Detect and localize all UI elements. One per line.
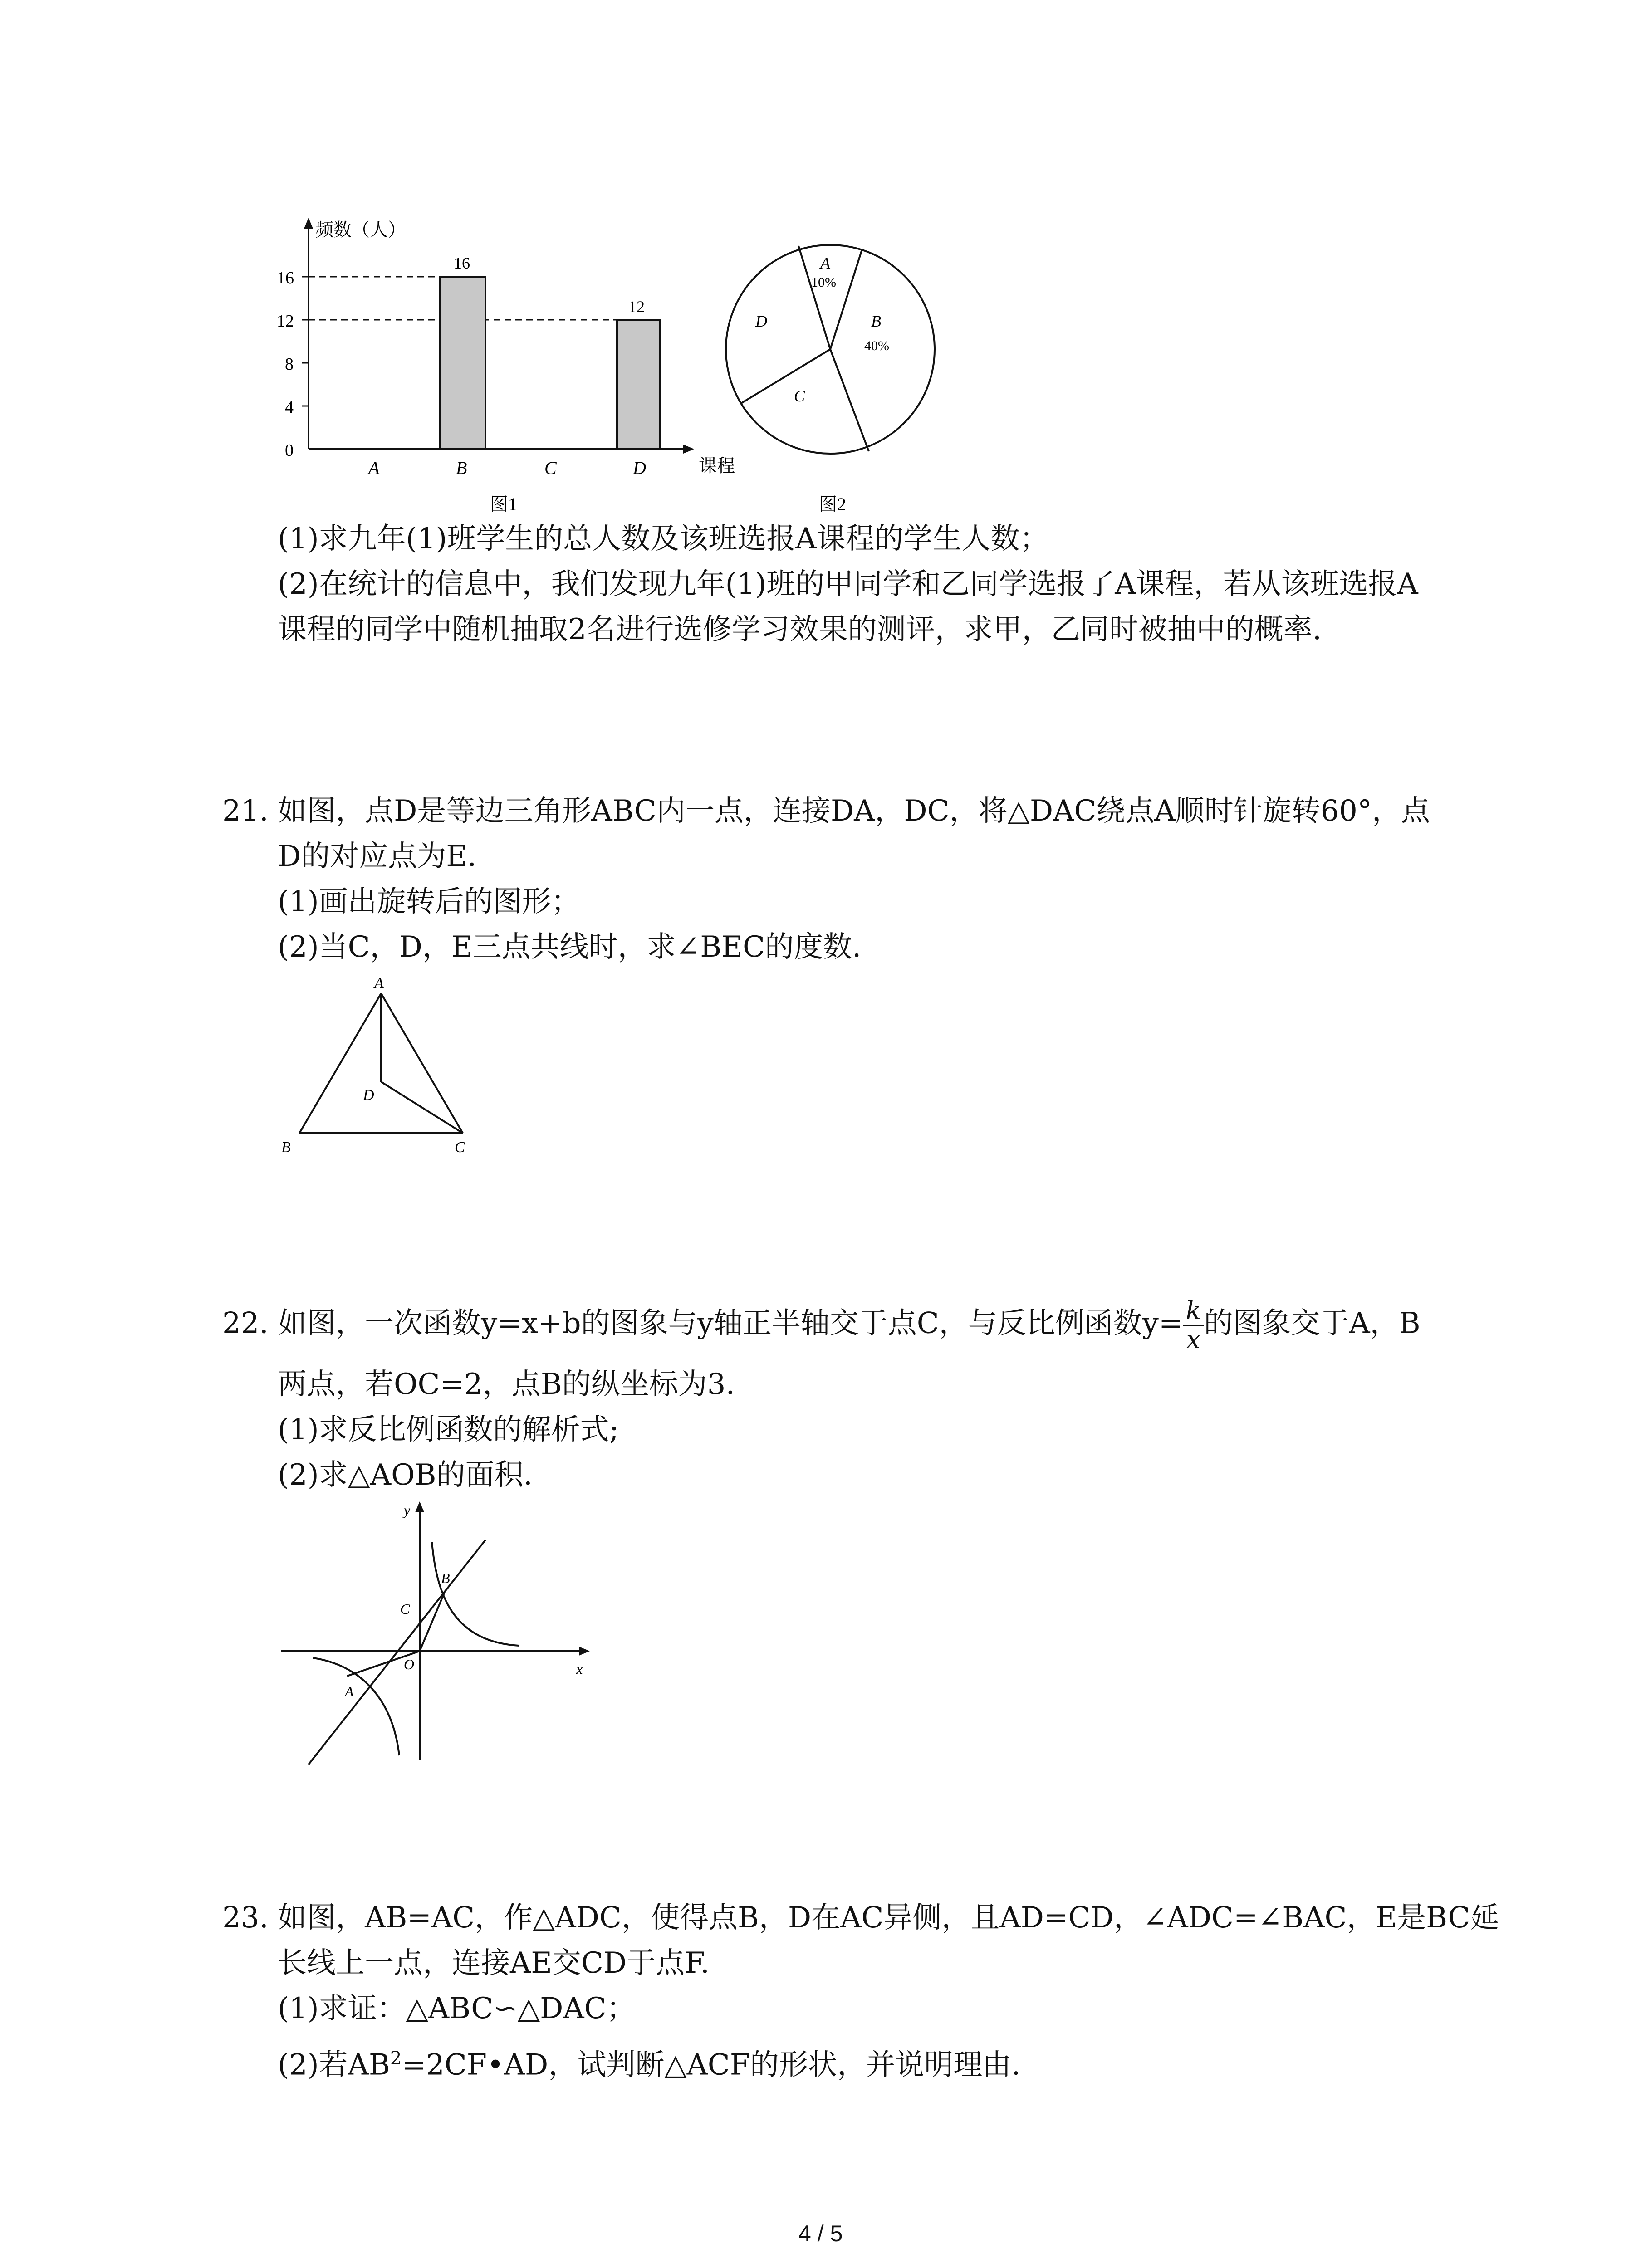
q21-line3: (1)画出旋转后的图形； bbox=[278, 885, 580, 919]
x-tick-C: C bbox=[544, 458, 557, 478]
q20-part1: (1)求九年(1)班学生的总人数及该班选报A课程的学生人数； bbox=[278, 522, 1049, 556]
fraction-denominator: x bbox=[1186, 1325, 1201, 1354]
label-B: B bbox=[441, 1570, 450, 1586]
y-tick-12: 12 bbox=[277, 312, 294, 331]
q22-line1-post: 的图象交于A，B bbox=[1204, 1306, 1421, 1340]
y-tick-4: 4 bbox=[285, 398, 294, 417]
segment-OB bbox=[420, 1592, 445, 1651]
y-axis-label: 频数（人） bbox=[315, 220, 406, 240]
pie-label-D: D bbox=[755, 312, 767, 330]
hyperbola-branch-q1 bbox=[432, 1542, 519, 1646]
q23-line4 bbox=[278, 2040, 1021, 2083]
x-axis-label: 课程 bbox=[699, 455, 735, 476]
y-tick-0: 0 bbox=[285, 441, 294, 460]
pie-chart bbox=[717, 236, 944, 517]
label-A: A bbox=[345, 1683, 354, 1700]
label-C: C bbox=[400, 1601, 410, 1617]
pie-label-A-pct: 10% bbox=[811, 275, 836, 290]
superscript-2: 2 bbox=[390, 2048, 402, 2069]
bar-D-value: 12 bbox=[628, 298, 645, 316]
y-axis-arrow bbox=[415, 1501, 424, 1512]
label-B: B bbox=[281, 1139, 291, 1156]
pie-label-C: C bbox=[794, 387, 805, 405]
bar-B bbox=[440, 277, 485, 449]
q20-part2-line1: (2)在统计的信息中，我们发现九年(1)班的甲同学和乙同学选报了A课程，若从该班选报A bbox=[278, 567, 1418, 601]
bar-D bbox=[617, 320, 660, 449]
y-tick-16: 16 bbox=[277, 269, 294, 288]
x-axis-arrow bbox=[683, 445, 694, 454]
label-D: D bbox=[363, 1087, 374, 1104]
q20-part2-line2: 课程的同学中随机抽取2名进行选修学习效果的测评，求甲，乙同时被抽中的概率. bbox=[278, 613, 1322, 646]
pie-label-B-pct: 40% bbox=[864, 338, 889, 353]
q22-line3: (1)求反比例函数的解析式; bbox=[278, 1413, 619, 1447]
page-number: 4 / 5 bbox=[798, 2221, 843, 2246]
edge-AC bbox=[381, 993, 463, 1133]
fraction-k-over-x bbox=[1183, 1297, 1204, 1354]
q21-line2: D的对应点为E. bbox=[278, 840, 477, 873]
edge-AB bbox=[299, 993, 381, 1133]
pie-label-A: A bbox=[820, 254, 830, 272]
linear-function-line bbox=[309, 1540, 485, 1765]
bar-B-value: 16 bbox=[454, 254, 470, 272]
x-tick-A: A bbox=[368, 458, 380, 478]
q23-line3: (1)求证：△ABC∽△DAC； bbox=[278, 1992, 636, 2025]
q21-triangle-figure bbox=[272, 971, 508, 1161]
pie-label-B: B bbox=[871, 312, 881, 330]
q21-line4: (2)当C，D，E三点共线时，求∠BEC的度数. bbox=[278, 930, 862, 964]
bar-chart-caption: 图1 bbox=[490, 494, 517, 514]
label-C: C bbox=[455, 1139, 465, 1156]
q22-line2: 两点，若OC=2，点B的纵坐标为3. bbox=[278, 1368, 735, 1401]
q22-line1 bbox=[222, 1297, 1421, 1354]
q22-line1-pre: 22. 如图，一次函数y=x+b的图象与y轴正半轴交于点C，与反比例函数y= bbox=[222, 1306, 1183, 1340]
q22-line4: (2)求△AOB的面积. bbox=[278, 1458, 533, 1492]
label-O: O bbox=[404, 1656, 415, 1672]
q21-line1: 21. 如图，点D是等边三角形ABC内一点，连接DA，DC，将△DAC绕点A顺时针旋转60°，点 bbox=[222, 794, 1430, 828]
x-tick-B: B bbox=[456, 458, 467, 478]
label-y: y bbox=[404, 1502, 411, 1518]
q23-line2: 长线上一点，连接AE交CD于点F. bbox=[278, 1946, 710, 1980]
q23-line4-post: =2CF•AD，试判断△ACF的形状，并说明理由. bbox=[402, 2048, 1021, 2082]
q23-line1: 23. 如图，AB=AC，作△ADC，使得点B，D在AC异侧，且AD=CD，∠ADC=∠BAC，E是BC延 bbox=[222, 1901, 1499, 1935]
bar-chart bbox=[263, 213, 735, 522]
x-tick-D: D bbox=[633, 458, 646, 478]
segment-DC bbox=[381, 1082, 463, 1133]
q23-line4-pre: (2)若AB bbox=[278, 2048, 390, 2082]
label-A: A bbox=[374, 975, 384, 992]
pie-chart-caption: 图2 bbox=[819, 494, 846, 514]
y-axis-arrow bbox=[304, 218, 313, 229]
fraction-numerator: k bbox=[1183, 1297, 1204, 1326]
y-tick-8: 8 bbox=[285, 355, 294, 374]
label-x: x bbox=[576, 1661, 583, 1677]
q22-function-graph bbox=[272, 1497, 599, 1769]
x-axis-arrow bbox=[579, 1647, 590, 1656]
